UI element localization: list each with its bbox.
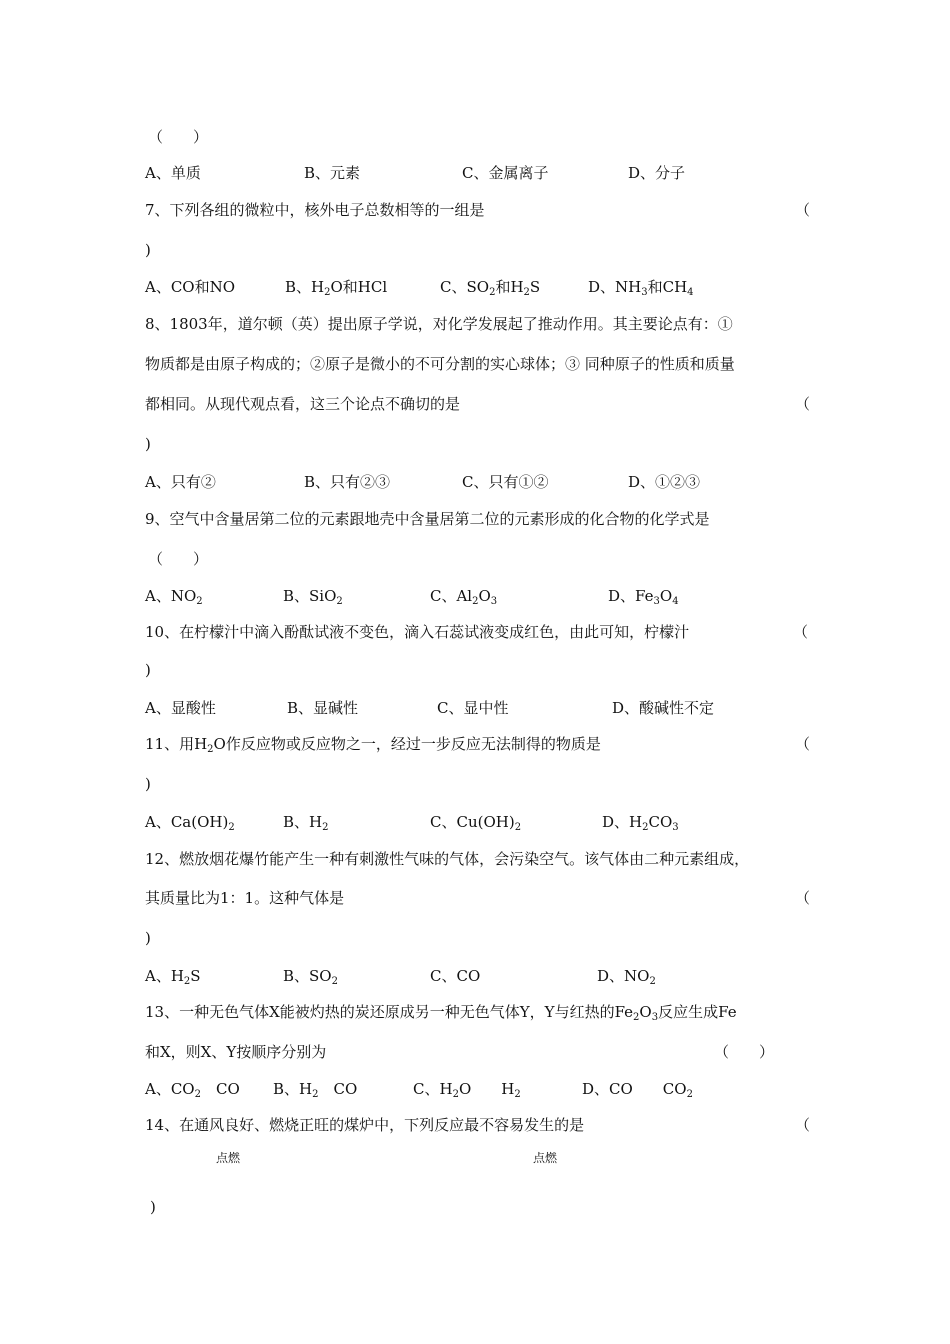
q12-option-b: B、$SO_2$ <box>283 967 338 987</box>
q7-bracket-close: ) <box>145 241 151 259</box>
q12-option-d: D、$NO_2$ <box>597 967 656 987</box>
q11-option-c: C、$Cu(OH)_2$ <box>430 813 522 833</box>
q10-option-d: D、酸碱性不定 <box>612 699 715 717</box>
q13-line-2: 和X，则X、Y按顺序分别为 <box>145 1043 327 1061</box>
q8-line-3: 都相同。从现代观点看，这三个论点不确切的是 <box>145 395 461 413</box>
q9-option-a: A、$NO_2$ <box>145 587 203 607</box>
q13-bracket: （ ） <box>714 1043 775 1061</box>
q8-option-a: A、只有② <box>145 473 216 491</box>
q14-stem: 14、在通风良好、燃烧正旺的煤炉中，下列反应最不容易发生的是 <box>145 1116 585 1134</box>
q10-bracket-open: （ <box>793 623 809 641</box>
q11-option-a: A、$Ca(OH)_2$ <box>145 813 235 833</box>
q13-option-c: C、$H_2O$ $H_2$ <box>413 1080 521 1100</box>
q13-option-d: D、CO $CO_2$ <box>582 1080 693 1100</box>
q12-bracket-close: ) <box>145 929 151 947</box>
q7-stem: 7、下列各组的微粒中，核外电子总数相等的一组是 <box>145 201 485 219</box>
q9-stem: 9、空气中含量居第二位的元素跟地壳中含量居第二位的元素形成的化合物的化学式是 <box>145 510 710 528</box>
q8-line-1: 8、1803年，道尔顿（英）提出原子学说，对化学发展起了推动作用。其主要论点有：① <box>145 315 733 333</box>
q9-option-c: C、$Al_2O_3$ <box>430 587 498 607</box>
q12-option-c: C、CO <box>430 967 481 985</box>
q12-option-a: A、$H_2S$ <box>145 967 201 987</box>
q13-line-1: 13、一种无色气体X能被灼热的炭还原成另一种无色气体Y，Y与红热的$Fe_2O_3$反应生成Fe <box>145 1003 737 1023</box>
q12-bracket-open: （ <box>795 889 811 907</box>
q12-line-2: 其质量比为1：1。这种气体是 <box>145 889 345 907</box>
q14-bracket-close: ) <box>150 1198 156 1216</box>
q11-option-d: D、$H_2CO_3$ <box>602 813 679 833</box>
q6-bracket: （ ） <box>148 128 209 146</box>
q8-option-b: B、只有②③ <box>304 473 391 491</box>
q13-option-b: B、$H_2$ CO <box>273 1080 358 1100</box>
q9-option-b: B、SiO$_2$ <box>283 587 343 607</box>
q6-option-d: D、分子 <box>628 164 686 182</box>
q11-bracket-close: ) <box>145 775 151 793</box>
q13-option-a: A、$CO_2$ CO <box>145 1080 240 1100</box>
q14-condition-ignite-2: 点燃 <box>533 1151 558 1165</box>
q11-option-b: B、$H_2$ <box>283 813 329 833</box>
q8-option-d: D、①②③ <box>628 473 701 491</box>
q10-stem: 10、在柠檬汁中滴入酚酞试液不变色，滴入石蕊试液变成红色，由此可知，柠檬汁 <box>145 623 690 641</box>
q11-bracket-open: （ <box>795 735 811 753</box>
q9-bracket: （ ） <box>148 550 209 568</box>
q10-option-a: A、显酸性 <box>145 699 216 717</box>
q9-option-d: D、$Fe_3O_4$ <box>608 587 679 607</box>
q8-bracket-open: （ <box>795 395 811 413</box>
q6-option-c: C、金属离子 <box>462 164 549 182</box>
q14-condition-ignite-1: 点燃 <box>216 1151 241 1165</box>
q6-option-a: A、单质 <box>145 164 201 182</box>
q10-bracket-close: ) <box>145 661 151 679</box>
q10-option-b: B、显碱性 <box>287 699 359 717</box>
q7-option-d: D、$NH_3$和$CH_4$ <box>588 278 694 298</box>
q8-line-2: 物质都是由原子构成的；②原子是微小的不可分割的实心球体；③ 同种原子的性质和质量 <box>145 355 735 373</box>
q7-option-a: A、CO和NO <box>145 278 236 296</box>
q6-option-b: B、元素 <box>304 164 361 182</box>
q8-bracket-close: ) <box>145 435 151 453</box>
q7-bracket-open: （ <box>795 201 811 219</box>
q8-option-c: C、只有①② <box>462 473 549 491</box>
q11-stem: 11、用$H_2O$作反应物或反应物之一，经过一步反应无法制得的物质是 <box>145 735 601 755</box>
q12-line-1: 12、燃放烟花爆竹能产生一种有刺激性气味的气体，会污染空气。该气体由二种元素组成， <box>145 850 750 868</box>
q14-bracket-open: （ <box>795 1116 811 1134</box>
q7-option-c: C、$SO_2$和$H_2S$ <box>440 278 541 298</box>
q10-option-c: C、显中性 <box>437 699 509 717</box>
q7-option-b: B、$H_2O$和HCl <box>285 278 388 298</box>
